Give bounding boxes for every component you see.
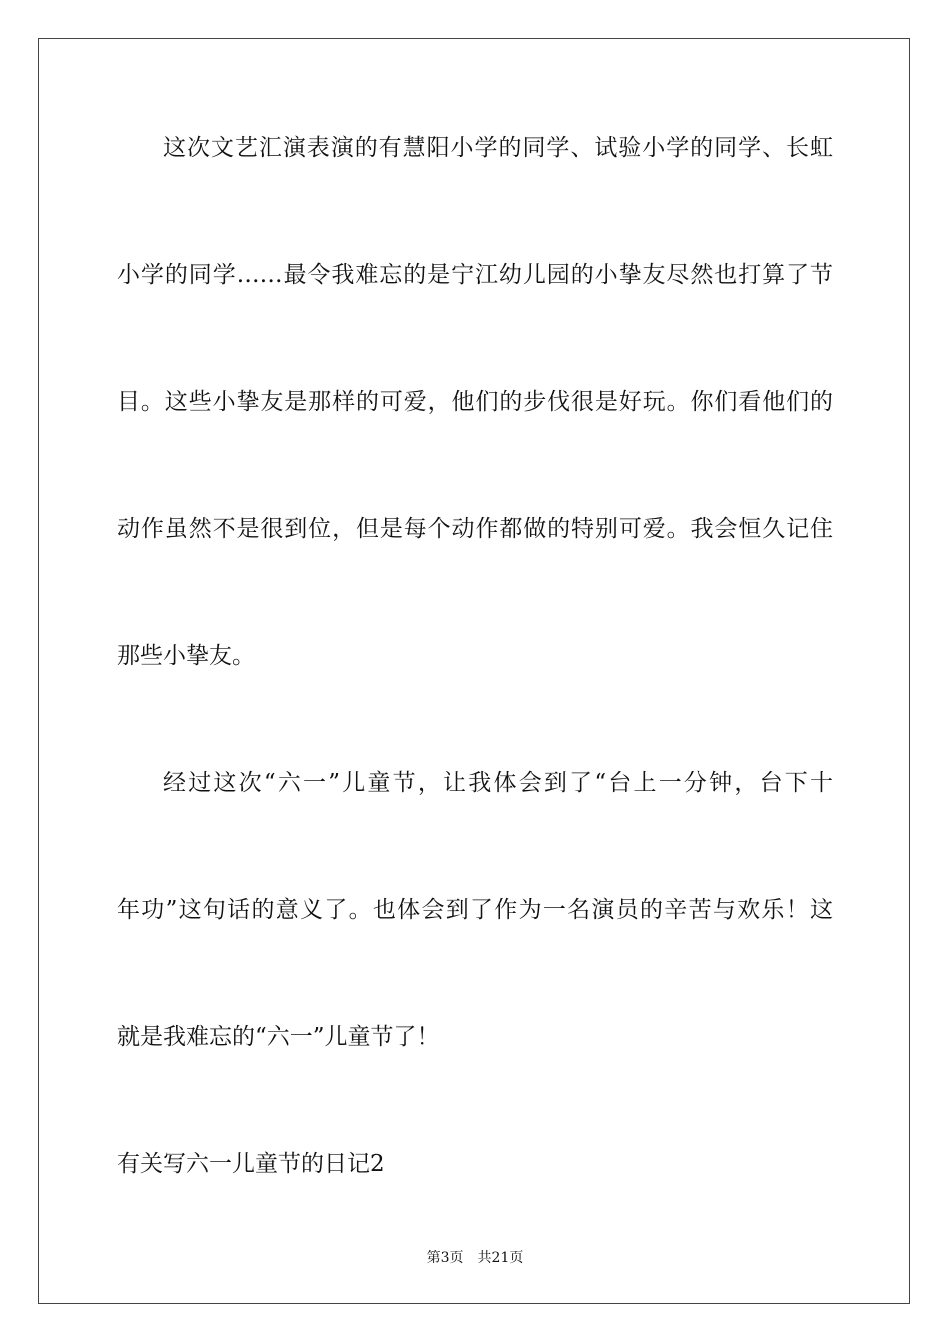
paragraph-1	[117, 128, 833, 676]
page-total: 共21页	[477, 1250, 524, 1266]
paragraph-line: 经过这次“六一”儿童节，让我体会到了“台上一分钟，台下十	[163, 770, 833, 796]
paragraph-line: 那些小挚友。	[117, 643, 255, 669]
document-body	[117, 128, 833, 1184]
paragraph-line: 目。这些小挚友是那样的可爱，他们的步伐很是好玩。你们看他们的	[117, 389, 833, 415]
paragraph-2	[117, 763, 833, 1057]
paragraph-line: 动作虽然不是很到位，但是每个动作都做的特别可爱。我会恒久记住	[117, 516, 833, 542]
paragraph-line: 小学的同学……最令我难忘的是宁江幼儿园的小挚友尽然也打算了节	[117, 262, 833, 288]
paragraph-line: 这次文艺汇演表演的有慧阳小学的同学、试验小学的同学、长虹	[163, 135, 833, 161]
paragraph-line: 年功”这句话的意义了。也体会到了作为一名演员的辛苦与欢乐！这	[117, 897, 833, 923]
page-footer	[0, 1247, 950, 1267]
page-number: 第3页	[426, 1250, 464, 1266]
paragraph-line: 就是我难忘的“六一”儿童节了！	[117, 1024, 440, 1050]
section-heading: 有关写六一儿童节的日记2	[117, 1151, 385, 1177]
